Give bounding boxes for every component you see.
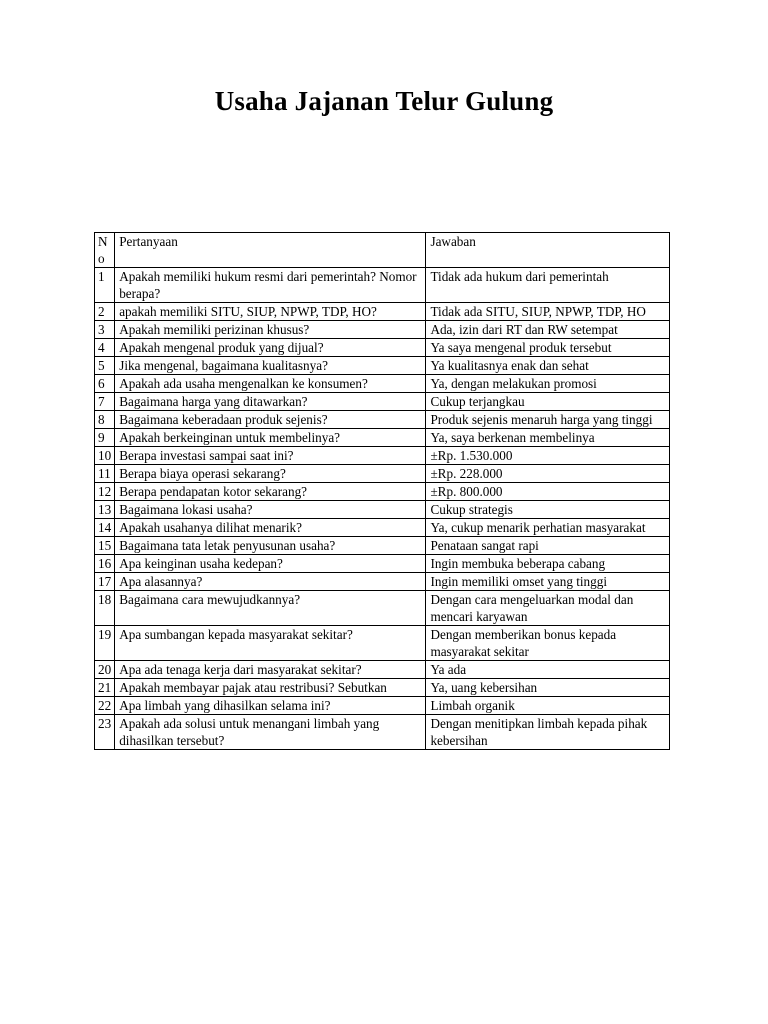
row-question: Apakah memiliki hukum resmi dari pemerintah? Nomor berapa? [115, 268, 426, 303]
table-row [95, 661, 670, 679]
row-number: 5 [95, 357, 115, 375]
row-number: 9 [95, 429, 115, 447]
row-question: Apa limbah yang dihasilkan selama ini? [115, 697, 426, 715]
row-answer: Ya, cukup menarik perhatian masyarakat [426, 519, 670, 537]
row-answer: Ingin membuka beberapa cabang [426, 555, 670, 573]
row-number: 17 [95, 573, 115, 591]
row-question: Berapa pendapatan kotor sekarang? [115, 483, 426, 501]
row-number: 16 [95, 555, 115, 573]
table-row [95, 555, 670, 573]
table-row [95, 447, 670, 465]
table-row [95, 268, 670, 303]
row-number: 15 [95, 537, 115, 555]
table-row [95, 697, 670, 715]
table-row [95, 591, 670, 626]
row-question: Apakah memiliki perizinan khusus? [115, 321, 426, 339]
row-question: Bagaimana cara mewujudkannya? [115, 591, 426, 626]
header-answer: Jawaban [426, 233, 670, 268]
row-number: 19 [95, 626, 115, 661]
table-row [95, 573, 670, 591]
row-question: Apakah membayar pajak atau restribusi? Sebutkan [115, 679, 426, 697]
row-question: Bagaimana harga yang ditawarkan? [115, 393, 426, 411]
row-question: Apakah berkeinginan untuk membelinya? [115, 429, 426, 447]
row-answer: Ya, dengan melakukan promosi [426, 375, 670, 393]
row-answer: Penataan sangat rapi [426, 537, 670, 555]
table-row [95, 537, 670, 555]
row-answer: ±Rp. 800.000 [426, 483, 670, 501]
row-number: 22 [95, 697, 115, 715]
row-answer: Tidak ada hukum dari pemerintah [426, 268, 670, 303]
document-title: Usaha Jajanan Telur Gulung [214, 86, 554, 116]
row-question: Apakah usahanya dilihat menarik? [115, 519, 426, 537]
row-question: Apa keinginan usaha kedepan? [115, 555, 426, 573]
table-row [95, 626, 670, 661]
row-question: Apa alasannya? [115, 573, 426, 591]
table-row [95, 679, 670, 697]
row-number: 1 [95, 268, 115, 303]
row-answer: Cukup terjangkau [426, 393, 670, 411]
row-answer: Ya saya mengenal produk tersebut [426, 339, 670, 357]
row-number: 20 [95, 661, 115, 679]
table-row [95, 357, 670, 375]
row-number: 18 [95, 591, 115, 626]
row-question: Apa ada tenaga kerja dari masyarakat sekitar? [115, 661, 426, 679]
questionnaire-table [94, 232, 670, 750]
row-question: apakah memiliki SITU, SIUP, NPWP, TDP, HO? [115, 303, 426, 321]
table-row [95, 339, 670, 357]
table-row [95, 429, 670, 447]
row-answer: Dengan memberikan bonus kepada masyarakat sekitar [426, 626, 670, 661]
row-number: 6 [95, 375, 115, 393]
row-answer: Ya ada [426, 661, 670, 679]
row-question: Apa sumbangan kepada masyarakat sekitar? [115, 626, 426, 661]
row-number: 11 [95, 465, 115, 483]
row-question: Apakah ada usaha mengenalkan ke konsumen? [115, 375, 426, 393]
row-answer: Ya kualitasnya enak dan sehat [426, 357, 670, 375]
table-header-row [95, 233, 670, 268]
row-question: Bagaimana lokasi usaha? [115, 501, 426, 519]
table-row [95, 393, 670, 411]
row-number: 21 [95, 679, 115, 697]
row-question: Jika mengenal, bagaimana kualitasnya? [115, 357, 426, 375]
row-number: 10 [95, 447, 115, 465]
header-question: Pertanyaan [115, 233, 426, 268]
row-number: 23 [95, 715, 115, 750]
row-answer: Limbah organik [426, 697, 670, 715]
row-number: 12 [95, 483, 115, 501]
row-number: 8 [95, 411, 115, 429]
row-answer: Dengan cara mengeluarkan modal dan mencari karyawan [426, 591, 670, 626]
row-answer: ±Rp. 1.530.000 [426, 447, 670, 465]
row-number: 4 [95, 339, 115, 357]
row-answer: Tidak ada SITU, SIUP, NPWP, TDP, HO [426, 303, 670, 321]
table-row [95, 411, 670, 429]
table-body [95, 268, 670, 750]
row-question: Berapa biaya operasi sekarang? [115, 465, 426, 483]
row-number: 7 [95, 393, 115, 411]
row-answer: Ya, uang kebersihan [426, 679, 670, 697]
row-question: Berapa investasi sampai saat ini? [115, 447, 426, 465]
row-question: Bagaimana tata letak penyusunan usaha? [115, 537, 426, 555]
row-answer: ±Rp. 228.000 [426, 465, 670, 483]
row-answer: Dengan menitipkan limbah kepada pihak kebersihan [426, 715, 670, 750]
row-question: Apakah mengenal produk yang dijual? [115, 339, 426, 357]
row-question: Apakah ada solusi untuk menangani limbah yang dihasilkan tersebut? [115, 715, 426, 750]
table-row [95, 465, 670, 483]
table-row [95, 501, 670, 519]
row-number: 2 [95, 303, 115, 321]
row-answer: Ada, izin dari RT dan RW setempat [426, 321, 670, 339]
row-answer: Cukup strategis [426, 501, 670, 519]
row-answer: Ya, saya berkenan membelinya [426, 429, 670, 447]
table-row [95, 375, 670, 393]
table-row [95, 483, 670, 501]
row-number: 13 [95, 501, 115, 519]
table-row [95, 519, 670, 537]
table-row [95, 321, 670, 339]
table-row [95, 715, 670, 750]
row-answer: Ingin memiliki omset yang tinggi [426, 573, 670, 591]
row-number: 3 [95, 321, 115, 339]
header-no: No [95, 233, 115, 268]
row-question: Bagaimana keberadaan produk sejenis? [115, 411, 426, 429]
row-number: 14 [95, 519, 115, 537]
table-row [95, 303, 670, 321]
row-answer: Produk sejenis menaruh harga yang tinggi [426, 411, 670, 429]
